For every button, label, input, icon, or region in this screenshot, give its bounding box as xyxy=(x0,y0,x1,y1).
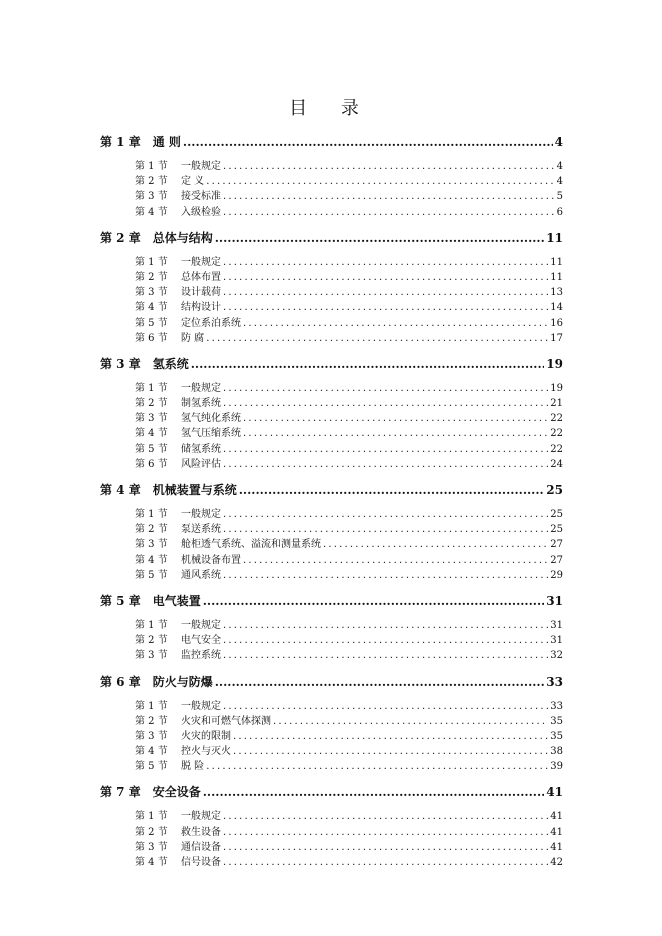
section-title: 一般规定 xyxy=(181,256,221,268)
toc-section[interactable] xyxy=(135,507,563,522)
section-page-number: 32 xyxy=(550,650,563,662)
chapter-title: 安全设备 xyxy=(152,785,201,800)
section-page-number: 4 xyxy=(556,161,563,172)
section-page-number: 41 xyxy=(550,811,563,823)
section-number: 第 3 节 xyxy=(135,287,168,299)
section-title: 监控系统 xyxy=(181,650,221,662)
section-number: 第 2 节 xyxy=(135,176,168,188)
section-title: 风险评估 xyxy=(181,458,221,470)
dot-leader xyxy=(223,633,548,648)
section-title: 控火与灭火 xyxy=(181,746,231,758)
section-title: 一般规定 xyxy=(181,509,221,520)
toc-section[interactable] xyxy=(135,568,563,583)
section-title: 制氢系统 xyxy=(181,398,221,410)
section-page-number: 5 xyxy=(556,191,563,203)
section-number: 第 4 节 xyxy=(135,554,168,566)
chapter-title: 防火与防爆 xyxy=(152,674,213,689)
toc-section[interactable] xyxy=(135,411,563,426)
section-title: 氢气纯化系统 xyxy=(181,413,241,425)
section-page-number: 4 xyxy=(556,176,563,188)
section-number: 第 4 节 xyxy=(135,857,168,868)
section-number: 第 3 节 xyxy=(135,841,168,853)
toc-section[interactable] xyxy=(135,809,563,824)
toc-section[interactable] xyxy=(135,633,563,648)
toc-section[interactable] xyxy=(135,396,563,411)
section-page-number: 38 xyxy=(550,746,563,758)
chapter-title: 氢系统 xyxy=(152,356,189,371)
section-title: 机械设备布置 xyxy=(181,554,241,566)
section-page-number: 22 xyxy=(550,413,563,425)
chapter-title: 总体与结构 xyxy=(152,230,213,245)
section-title: 通信设备 xyxy=(181,841,221,853)
section-title: 一般规定 xyxy=(181,700,221,712)
dot-leader xyxy=(206,174,554,189)
section-title: 电气安全 xyxy=(181,635,221,647)
dot-leader xyxy=(323,537,548,552)
section-title: 一般规定 xyxy=(181,811,221,823)
section-page-number: 31 xyxy=(550,635,563,647)
section-page-number: 27 xyxy=(550,539,563,551)
chapter-number: 第 6 章 xyxy=(100,674,141,689)
dot-leader xyxy=(215,671,545,693)
toc-section[interactable] xyxy=(135,457,563,472)
dot-leader xyxy=(243,316,548,331)
section-number: 第 2 节 xyxy=(135,635,168,647)
chapter-number: 第 5 章 xyxy=(100,593,141,608)
section-number: 第 2 节 xyxy=(135,826,168,838)
dot-leader xyxy=(191,353,545,375)
section-title: 泵送系统 xyxy=(181,524,221,536)
section-page-number: 13 xyxy=(550,287,563,299)
chapter-number: 第 2 章 xyxy=(100,230,141,245)
chapter-title: 机械装置与系统 xyxy=(152,483,237,497)
dot-leader xyxy=(223,442,548,457)
toc-section[interactable] xyxy=(135,300,563,315)
toc-section[interactable] xyxy=(135,714,563,729)
section-title: 信号设备 xyxy=(181,857,221,868)
section-title: 一般规定 xyxy=(181,619,221,631)
toc-section[interactable] xyxy=(135,553,563,568)
toc-section[interactable] xyxy=(135,331,563,346)
dot-leader xyxy=(183,131,553,153)
table-of-contents xyxy=(100,131,563,870)
dot-leader xyxy=(203,590,545,612)
dot-leader xyxy=(223,522,548,537)
section-number: 第 6 节 xyxy=(135,458,168,470)
section-number: 第 4 节 xyxy=(135,428,168,440)
chapter-title: 电气装置 xyxy=(152,593,201,608)
chapter-page-number: 31 xyxy=(546,593,563,608)
dot-leader xyxy=(223,568,548,583)
section-page-number: 29 xyxy=(550,569,563,581)
toc-section[interactable] xyxy=(135,744,563,759)
chapter-page-number: 25 xyxy=(546,483,563,497)
section-number: 第 5 节 xyxy=(135,761,168,773)
dot-leader xyxy=(203,781,545,803)
section-title: 火灾的限制 xyxy=(181,730,231,742)
chapter-number: 第 7 章 xyxy=(100,785,141,800)
section-number: 第 4 节 xyxy=(135,302,168,314)
section-title: 储氢系统 xyxy=(181,443,221,455)
toc-section[interactable] xyxy=(135,618,563,633)
section-page-number: 35 xyxy=(550,730,563,742)
chapter-page-number: 4 xyxy=(554,135,563,149)
dot-leader xyxy=(206,331,548,346)
toc-section[interactable] xyxy=(135,381,563,396)
dot-leader xyxy=(233,744,548,759)
section-page-number: 14 xyxy=(550,302,563,314)
section-page-number: 22 xyxy=(550,443,563,455)
dot-leader xyxy=(243,553,548,568)
toc-section[interactable] xyxy=(135,174,563,189)
section-title: 一般规定 xyxy=(181,161,221,172)
section-title: 通风系统 xyxy=(181,569,221,581)
chapter-page-number: 19 xyxy=(546,356,563,371)
toc-section[interactable] xyxy=(135,255,563,270)
section-page-number: 11 xyxy=(550,256,563,268)
section-page-number: 17 xyxy=(550,332,563,344)
section-page-number: 25 xyxy=(550,509,563,520)
dot-leader xyxy=(206,759,548,774)
section-number: 第 5 节 xyxy=(135,569,168,581)
section-page-number: 24 xyxy=(550,458,563,470)
section-number: 第 3 节 xyxy=(135,413,168,425)
section-page-number: 16 xyxy=(550,317,563,329)
toc-chapter-3[interactable] xyxy=(100,353,563,375)
section-number: 第 4 节 xyxy=(135,746,168,758)
section-page-number: 22 xyxy=(550,428,563,440)
section-title: 氢气压缩系统 xyxy=(181,428,241,440)
section-page-number: 6 xyxy=(556,206,563,218)
chapter-number: 第 3 章 xyxy=(100,356,141,371)
toc-section[interactable] xyxy=(135,825,563,840)
section-number: 第 1 节 xyxy=(135,700,168,712)
section-title: 救生设备 xyxy=(181,826,221,838)
dot-leader xyxy=(243,426,548,441)
chapter-title: 通 则 xyxy=(152,135,181,149)
section-page-number: 35 xyxy=(550,715,563,727)
toc-section[interactable] xyxy=(135,759,563,774)
dot-leader xyxy=(223,300,548,315)
toc-section[interactable] xyxy=(135,189,563,204)
section-page-number: 21 xyxy=(550,398,563,410)
toc-chapter-6[interactable] xyxy=(100,671,563,693)
chapter-page-number: 33 xyxy=(546,674,563,689)
dot-leader xyxy=(223,285,548,300)
section-number: 第 6 节 xyxy=(135,332,168,344)
dot-leader xyxy=(223,809,548,824)
dot-leader xyxy=(223,825,548,840)
section-page-number: 41 xyxy=(550,826,563,838)
toc-section[interactable] xyxy=(135,537,563,552)
toc-section[interactable] xyxy=(135,285,563,300)
toc-section[interactable] xyxy=(135,205,563,220)
page-title: 目 录 xyxy=(289,98,373,119)
section-title: 火灾和可燃气体探测 xyxy=(181,715,271,727)
toc-chapter-2[interactable] xyxy=(100,227,563,249)
toc-section[interactable] xyxy=(135,855,563,870)
dot-leader xyxy=(223,699,548,714)
section-number: 第 4 节 xyxy=(135,206,168,218)
section-title: 设计载荷 xyxy=(181,287,221,299)
section-title: 舱柜透气系统、溢流和测量系统 xyxy=(181,539,321,551)
section-number: 第 5 节 xyxy=(135,317,168,329)
section-title: 定 义 xyxy=(181,176,205,188)
section-number: 第 5 节 xyxy=(135,443,168,455)
dot-leader xyxy=(223,618,548,633)
section-title: 一般规定 xyxy=(181,382,221,394)
toc-section[interactable] xyxy=(135,840,563,855)
toc-chapter-1[interactable] xyxy=(100,131,563,153)
dot-leader xyxy=(239,479,545,501)
dot-leader xyxy=(243,411,548,426)
section-number: 第 1 节 xyxy=(135,619,168,631)
dot-leader xyxy=(233,729,548,744)
section-number: 第 1 节 xyxy=(135,509,168,520)
dot-leader xyxy=(223,189,555,204)
chapter-number: 第 4 章 xyxy=(100,483,141,497)
toc-section[interactable] xyxy=(135,729,563,744)
section-page-number: 25 xyxy=(550,524,563,536)
toc-chapter-5[interactable] xyxy=(100,590,563,612)
toc-section[interactable] xyxy=(135,270,563,285)
section-number: 第 2 节 xyxy=(135,271,168,283)
dot-leader xyxy=(273,714,548,729)
section-number: 第 1 节 xyxy=(135,161,168,172)
section-number: 第 2 节 xyxy=(135,715,168,727)
toc-section[interactable] xyxy=(135,316,563,331)
section-page-number: 11 xyxy=(550,271,563,283)
chapter-number: 第 1 章 xyxy=(100,135,141,149)
section-page-number: 27 xyxy=(550,554,563,566)
dot-leader xyxy=(223,840,548,855)
dot-leader xyxy=(223,159,555,174)
section-number: 第 1 节 xyxy=(135,811,168,823)
section-number: 第 2 节 xyxy=(135,398,168,410)
section-title: 脱 险 xyxy=(181,761,205,773)
toc-section[interactable] xyxy=(135,699,563,714)
section-number: 第 1 节 xyxy=(135,382,168,394)
section-number: 第 3 节 xyxy=(135,730,168,742)
section-page-number: 39 xyxy=(550,761,563,773)
section-number: 第 3 节 xyxy=(135,650,168,662)
section-page-number: 42 xyxy=(550,857,563,868)
section-title: 总体布置 xyxy=(181,271,221,283)
dot-leader xyxy=(215,227,545,249)
dot-leader xyxy=(223,270,548,285)
toc-chapter-4[interactable] xyxy=(100,479,563,501)
toc-section[interactable] xyxy=(135,426,563,441)
dot-leader xyxy=(223,255,548,270)
toc-section[interactable] xyxy=(135,442,563,457)
dot-leader xyxy=(223,381,548,396)
section-title: 防 腐 xyxy=(181,332,205,344)
section-title: 结构设计 xyxy=(181,302,221,314)
toc-section[interactable] xyxy=(135,648,563,663)
section-page-number: 19 xyxy=(550,382,563,394)
section-title: 入级检验 xyxy=(181,206,221,218)
dot-leader xyxy=(223,507,548,522)
section-page-number: 41 xyxy=(550,841,563,853)
chapter-page-number: 41 xyxy=(546,785,563,800)
toc-section[interactable] xyxy=(135,522,563,537)
section-number: 第 1 节 xyxy=(135,256,168,268)
section-title: 定位系泊系统 xyxy=(181,317,241,329)
dot-leader xyxy=(223,205,555,220)
section-number: 第 3 节 xyxy=(135,191,168,203)
toc-section[interactable] xyxy=(135,159,563,174)
section-page-number: 33 xyxy=(550,700,563,712)
dot-leader xyxy=(223,457,548,472)
dot-leader xyxy=(223,855,548,870)
section-number: 第 2 节 xyxy=(135,524,168,536)
dot-leader xyxy=(223,648,548,663)
section-number: 第 3 节 xyxy=(135,539,168,551)
section-page-number: 31 xyxy=(550,619,563,631)
section-title: 接受标准 xyxy=(181,191,221,203)
dot-leader xyxy=(223,396,548,411)
chapter-page-number: 11 xyxy=(546,230,563,245)
toc-chapter-7[interactable] xyxy=(100,781,563,803)
